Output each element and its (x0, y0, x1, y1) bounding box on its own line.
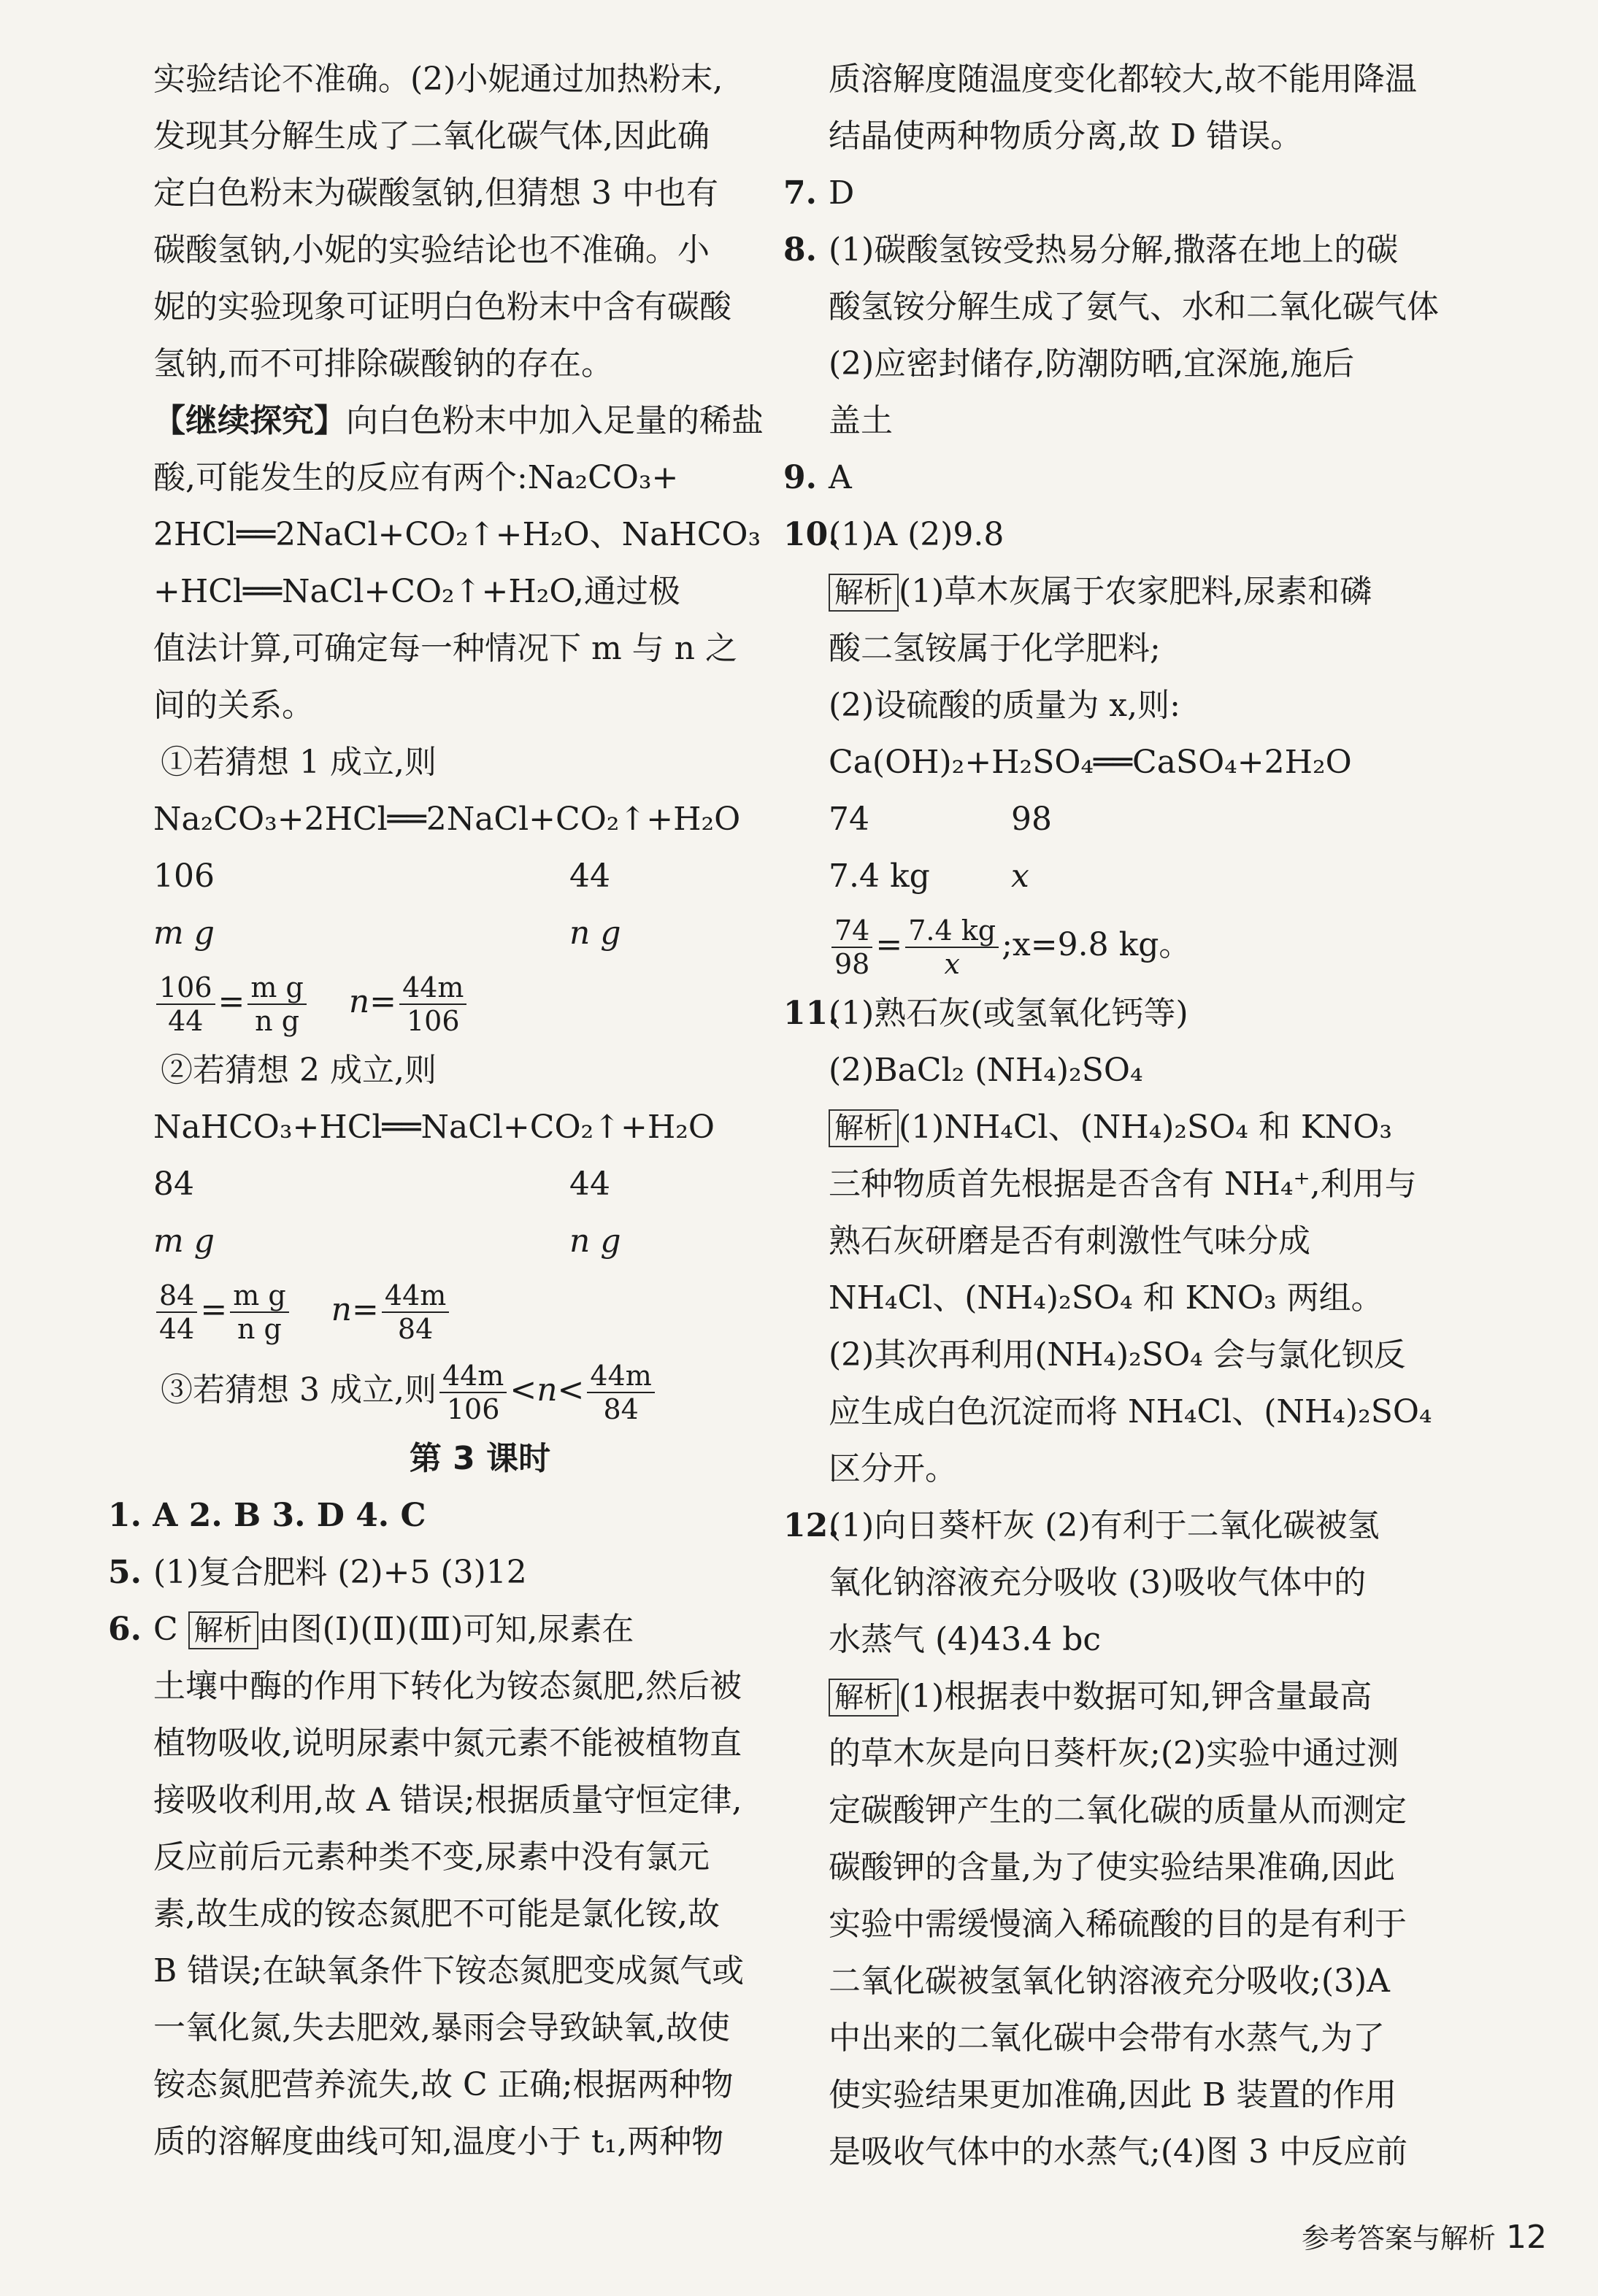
text-line: (2)BaCl₂ (NH₄)₂SO₄ (829, 1052, 1143, 1089)
text-line: NH₄Cl、(NH₄)₂SO₄ 和 KNO₃ 两组。 (829, 1279, 1383, 1317)
text-line: 区分开。 (829, 1450, 957, 1487)
question-7: 7. D (783, 174, 855, 212)
text-line: 碳酸钾的含量,为了使实验结果准确,因此 (829, 1849, 1395, 1886)
text-line: 实验结论不准确。(2)小妮通过加热粉末, (153, 61, 723, 98)
chemical-equation: NaHCO₃+HCl══NaCl+CO₂↑+H₂O (153, 1109, 715, 1146)
ratio-row: 74 98 (829, 801, 1052, 838)
text-line: 发现其分解生成了二氧化碳气体,因此确 (153, 118, 710, 155)
text-line: (2)设硫酸的质量为 x,则: (829, 687, 1180, 724)
text-line: 质的溶解度曲线可知,温度小于 t₁,两种物 (153, 2123, 724, 2160)
text-line: 一氧化氮,失去肥效,暴雨会导致缺氧,故使 (153, 2009, 730, 2046)
text-line: +HCl══NaCl+CO₂↑+H₂O,通过极 (153, 573, 680, 610)
right-column (783, 51, 1548, 2181)
question-11: 11.(1)熟石灰(或氢氧化钙等) (783, 995, 1188, 1032)
fraction: $\frac{44m}{84}$ (382, 1279, 449, 1345)
text-line: 盖土 (829, 402, 893, 439)
ratio-row: 84 44 (153, 1166, 610, 1203)
text-line: 植物吸收,说明尿素中氮元素不能被植物直 (153, 1725, 742, 1762)
page-number: 12 (1506, 2219, 1547, 2256)
text-line: 【继续探究】向白色粉末中加入足量的稀盐 (153, 402, 764, 439)
text-line: 酸,可能发生的反应有两个:Na₂CO₃+ (153, 459, 679, 496)
text-line: 碳酸氢钠,小妮的实验结论也不准确。小 (153, 231, 710, 269)
text-line: 解析 (1)根据表中数据可知,钾含量最高 (829, 1668, 1548, 1725)
chemical-equation: Ca(OH)₂+H₂SO₄══CaSO₄+2H₂O (829, 744, 1352, 781)
ratio-row: 106 44 (153, 858, 610, 895)
text-line: 结晶使两种物质分离,故 D 错误。 (829, 118, 1303, 155)
question-12: 12.(1)向日葵杆灰 (2)有利于二氧化碳被氢 (783, 1507, 1380, 1544)
analysis-tag: 解析 (829, 574, 899, 612)
analysis-tag: 解析 (829, 1679, 899, 1717)
text-line: 二氧化碳被氢氧化钠溶液充分吸收;(3)A (829, 1962, 1390, 2000)
text-line: 的草木灰是向日葵杆灰;(2)实验中通过测 (829, 1735, 1399, 1772)
question-8: 8. (1)碳酸氢铵受热易分解,撒落在地上的碳 (783, 231, 1399, 269)
section-tag: 【继续探究】 (153, 402, 346, 439)
text-line: 定碳酸钾产生的二氧化碳的质量从而测定 (829, 1792, 1407, 1829)
text-line: (2)应密封储存,防潮防晒,宜深施,施后 (829, 345, 1355, 382)
fraction: $\frac{74}{98}$ (831, 914, 872, 980)
ratio-row: m g n g (153, 1222, 621, 1260)
text-line: 2HCl══2NaCl+CO₂↑+H₂O、NaHCO₃ (153, 516, 761, 553)
proportion: $\frac{106}{44}$ = $\frac{\text{m g}}{\text{n g}}$ n= $\frac{44m}{106}$ (153, 962, 807, 1042)
question-10: 10.(1)A (2)9.8 (783, 516, 1004, 553)
fraction: $\frac{44m}{106}$ (399, 971, 466, 1037)
fraction: $\frac{\text{m g}}{\text{n g}}$ (247, 971, 306, 1037)
proportion: $\frac{74}{98}$ = $\frac{7.4 kg}{x}$ ;x=9.8 kg。 (829, 905, 1548, 985)
text-line: 三种物质首先根据是否含有 NH₄⁺,利用与 (829, 1166, 1417, 1203)
text-line: 水蒸气 (4)43.4 bc (829, 1621, 1102, 1658)
text-line: 解析 (1)草木灰属于农家肥料,尿素和磷 (829, 563, 1548, 620)
text-line: 酸氢铵分解生成了氨气、水和二氧化碳气体 (829, 288, 1439, 325)
section-heading: 第 3 课时 (409, 1440, 551, 1477)
text-line: 氧化钠溶液充分吸收 (3)吸收气体中的 (829, 1564, 1367, 1601)
fraction: $\frac{44m}{84}$ (587, 1360, 654, 1425)
fraction: $\frac{7.4 kg}{x}$ (905, 914, 999, 980)
analysis-tag: 解析 (188, 1611, 258, 1649)
proportion: $\frac{84}{44}$ = $\frac{\text{m g}}{\text{n g}}$ n= $\frac{44m}{84}$ (153, 1270, 807, 1350)
case-title: ②若猜想 2 成立,则 (161, 1052, 437, 1089)
question-9: 9. A (783, 459, 852, 496)
text-line: 素,故生成的铵态氮肥不可能是氯化铵,故 (153, 1895, 720, 1933)
fraction: $\frac{\text{m g}}{\text{n g}}$ (230, 1279, 288, 1345)
footer-label: 参考答案与解析 (1301, 2222, 1496, 2254)
analysis-tag: 解析 (829, 1109, 899, 1147)
text-line: 使实验结果更加准确,因此 B 装置的作用 (829, 2076, 1397, 2114)
case-title: ③若猜想 3 成立,则 $\frac{44m}{106}$ <n< $\frac{44m}{84}$ (153, 1350, 807, 1430)
ratio-row: m g n g (153, 914, 621, 952)
text-line: 质溶解度随温度变化都较大,故不能用降温 (829, 61, 1417, 98)
text-line: 接吸收利用,故 A 错误;根据质量守恒定律, (153, 1781, 742, 1819)
text-line: 土壤中酶的作用下转化为铵态氮肥,然后被 (153, 1668, 742, 1705)
text-line: 解析 (1)NH₄Cl、(NH₄)₂SO₄ 和 KNO₃ (829, 1099, 1548, 1156)
text-line: 氢钠,而不可排除碳酸钠的存在。 (153, 345, 613, 382)
question-6: 6. C 解析 由图(Ⅰ)(Ⅱ)(Ⅲ)可知,尿素在 (108, 1611, 634, 1648)
text-line: 实验中需缓慢滴入稀硫酸的目的是有利于 (829, 1906, 1407, 1943)
text-line: 定白色粉末为碳酸氢钠,但猜想 3 中也有 (153, 174, 718, 212)
text-line: 熟石灰研磨是否有刺激性气味分成 (829, 1222, 1310, 1260)
text-line: 中出来的二氧化碳中会带有水蒸气,为了 (829, 2019, 1385, 2057)
fraction: $\frac{106}{44}$ (156, 971, 215, 1037)
case-title: ①若猜想 1 成立,则 (161, 744, 437, 781)
text-line: 铵态氮肥营养流失,故 C 正确;根据两种物 (153, 2066, 734, 2103)
text-line: 应生成白色沉淀而将 NH₄Cl、(NH₄)₂SO₄ (829, 1393, 1432, 1430)
text-line: 反应前后元素种类不变,尿素中没有氯元 (153, 1838, 710, 1876)
fraction: $\frac{84}{44}$ (156, 1279, 197, 1345)
chemical-equation: Na₂CO₃+2HCl══2NaCl+CO₂↑+H₂O (153, 801, 741, 838)
text-line: B 错误;在缺氧条件下铵态氮肥变成氮气或 (153, 1952, 745, 1989)
left-column (108, 51, 807, 2170)
page-footer (1302, 2216, 1547, 2256)
text-line: 妮的实验现象可证明白色粉末中含有碳酸 (153, 288, 731, 325)
question-5: 5. (1)复合肥料 (2)+5 (3)12 (108, 1554, 527, 1591)
text-line: 间的关系。 (153, 687, 314, 724)
answer-row: 1. A 2. B 3. D 4. C (108, 1497, 426, 1534)
text-line: 值法计算,可确定每一种情况下 m 与 n 之 (153, 630, 737, 667)
ratio-row: 7.4 kg x (829, 858, 1029, 895)
fraction: $\frac{44m}{106}$ (439, 1360, 507, 1425)
text-line: 酸二氢铵属于化学肥料; (829, 630, 1161, 667)
text-line: (2)其次再利用(NH₄)₂SO₄ 会与氯化钡反 (829, 1336, 1406, 1374)
text-line: 是吸收气体中的水蒸气;(4)图 3 中反应前 (829, 2133, 1408, 2170)
